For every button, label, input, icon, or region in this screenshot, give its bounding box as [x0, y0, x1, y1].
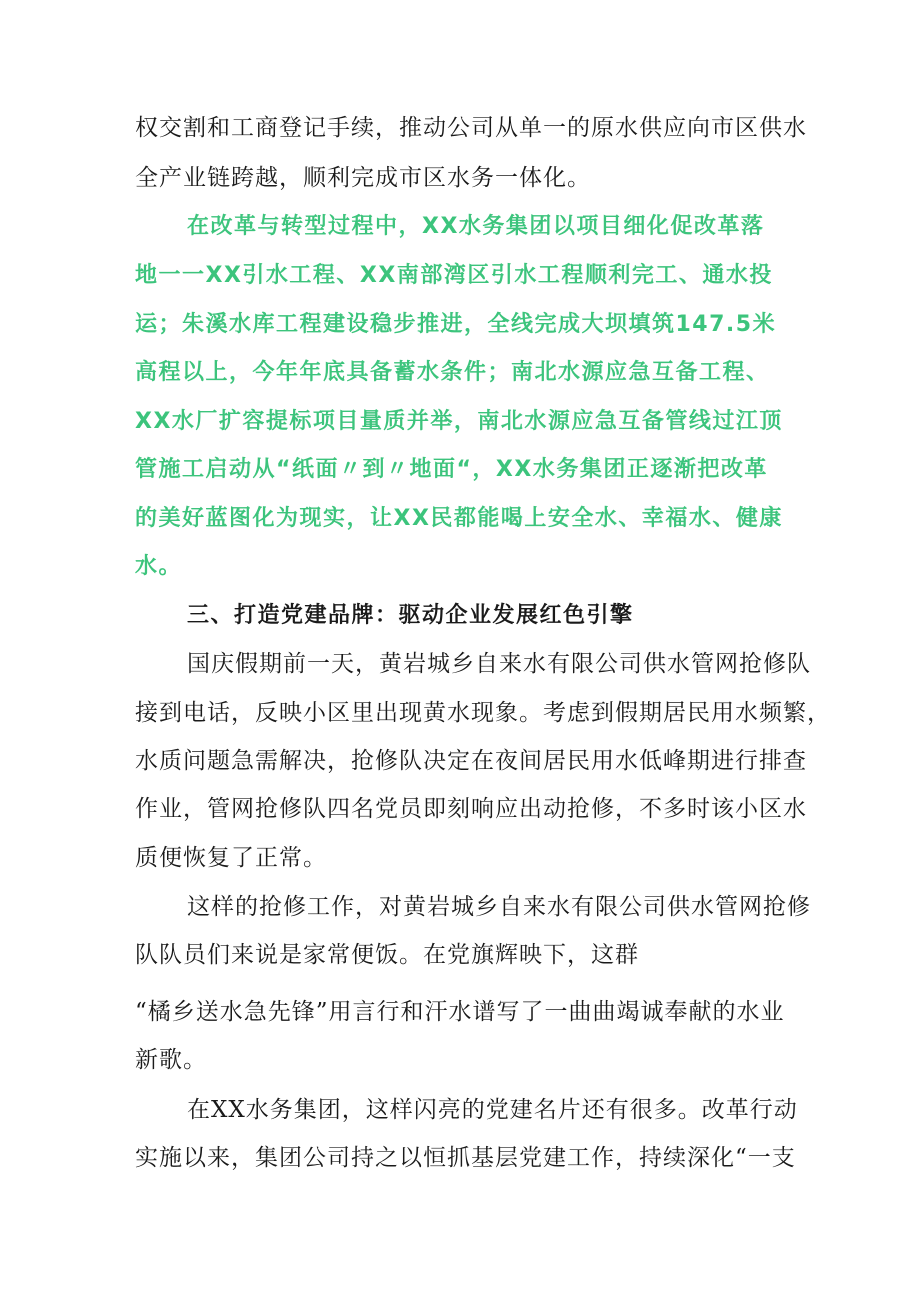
- paragraph-2-line-5: XX水厂扩容提标项目量质并举，南北水源应急互备管线过江顶: [135, 409, 783, 434]
- paragraph-2-line-4: 高程以上，今年年底具备蓄水条件；南北水源应急互备工程、: [135, 360, 770, 385]
- paragraph-2-line-8: 水。: [135, 554, 183, 579]
- paragraph-2-line-3: 运；朱溪水库工程建设稳步推进，全线完成大坝填筑147.5米: [135, 312, 777, 337]
- paragraph-3-line-3: 水质问题急需解决，抢修队决定在夜间居民用水低峰期进行排查: [135, 748, 807, 774]
- paragraph-4-line-2: 队队员们来说是家常便饭。在党旗辉映下，这群: [135, 942, 639, 968]
- paragraph-2-line-1: 在改革与转型过程中，XX水务集团以项目细化促改革落: [187, 214, 765, 239]
- paragraph-1-line-2: 全产业链跨越，顺利完成市区水务一体化。: [135, 165, 591, 191]
- paragraph-2-line-7: 的美好蓝图化为现实，让XX民都能喝上安全水、幸福水、健康: [135, 506, 783, 531]
- paragraph-6-line-1: 在XX水务集团，这样闪亮的党建名片还有很多。改革行动: [187, 1097, 798, 1123]
- paragraph-5-line-2: 新歌。: [135, 1047, 207, 1073]
- paragraph-4-line-1: 这样的抢修工作，对黄岩城乡自来水有限公司供水管网抢修: [187, 894, 811, 920]
- section-heading: 三、打造党建品牌：驱动企业发展红色引擎: [187, 603, 634, 628]
- paragraph-3-line-2: 接到电话，反映小区里出现黄水现象。考虑到假期居民用水频繁，: [135, 700, 831, 726]
- paragraph-1-line-1: 权交割和工商登记手续，推动公司从单一的原水供应向市区供水: [135, 115, 807, 141]
- paragraph-3-line-4: 作业，管网抢修队四名党员即刻响应出动抢修，不多时该小区水: [135, 796, 807, 822]
- paragraph-3-line-1: 国庆假期前一天，黄岩城乡自来水有限公司供水管网抢修队: [187, 651, 811, 677]
- paragraph-2-line-6: 管施工启动从“纸面〃到〃地面“，XX水务集团正逐渐把改革: [135, 457, 768, 482]
- paragraph-5-line-1: “橘乡送水急先锋”用言行和汗水谱写了一曲曲竭诚奉献的水业: [135, 999, 785, 1025]
- paragraph-3-line-5: 质便恢复了正常。: [135, 845, 327, 871]
- paragraph-2-line-2: 地一一XX引水工程、XX南部湾区引水工程顺利完工、通水投: [135, 263, 773, 288]
- paragraph-6-line-2: 实施以来，集团公司持之以恒抓基层党建工作，持续深化“一支: [135, 1145, 796, 1171]
